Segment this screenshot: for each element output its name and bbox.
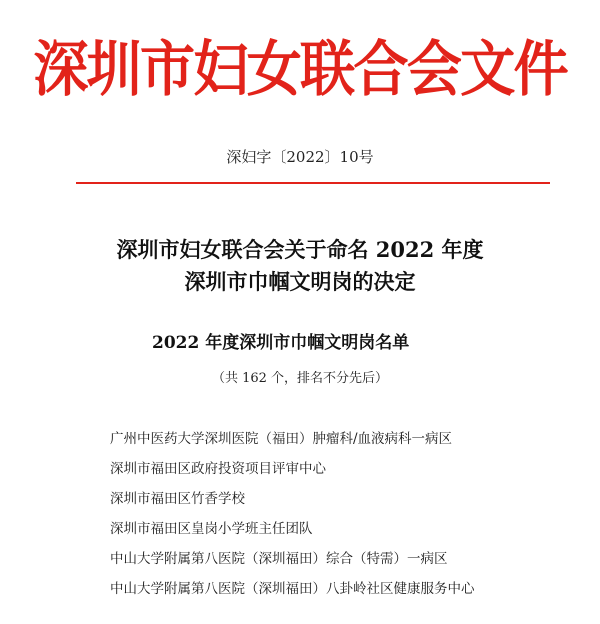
document-number: 深妇字〔2022〕10号	[226, 148, 374, 166]
list-item: 深圳市福田区皇岗小学班主任团队	[110, 521, 313, 537]
masthead-title: 深圳市妇女联合会文件	[33, 35, 567, 105]
document-title	[0, 234, 600, 298]
red-divider-rule	[76, 182, 550, 184]
list-item: 深圳市福田区竹香学校	[110, 491, 245, 507]
list-item: 广州中医药大学深圳医院（福田）肿瘤科/血液病科一病区	[110, 431, 453, 447]
honoree-list	[110, 424, 475, 604]
list-title: 2022 年度深圳市巾帼文明岗名单	[152, 333, 410, 353]
document-title-line-2: 深圳市巾帼文明岗的决定	[184, 269, 416, 294]
document-title-line-1: 深圳市妇女联合会关于命名 2022 年度	[116, 237, 484, 262]
list-item: 中山大学附属第八医院（深圳福田）八卦岭社区健康服务中心	[110, 581, 475, 597]
list-note: （共 162 个，排名不分先后）	[211, 371, 389, 386]
list-item: 深圳市福田区政府投资项目评审中心	[110, 461, 326, 477]
list-item: 中山大学附属第八医院（深圳福田）综合（特需）一病区	[110, 551, 448, 567]
